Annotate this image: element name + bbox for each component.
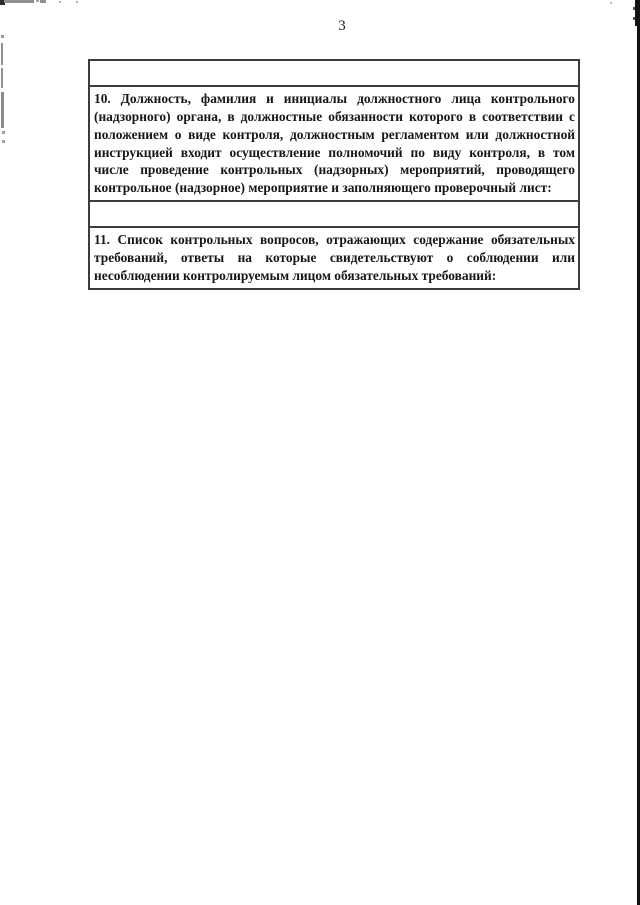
scan-mark-top-line: [4, 0, 34, 3]
text-line: положением о виде контроля, должностным регламентом или должностной: [94, 126, 575, 142]
scan-mark-left-bar: [1, 43, 3, 65]
scan-mark-dot: [76, 1, 78, 3]
scan-mark-dot: [2, 140, 5, 143]
scan-mark-dot: [633, 7, 635, 10]
scan-edge-right-line-top: [635, 0, 640, 26]
table-row-item-10: [90, 87, 578, 202]
text-line: требований, ответы на которые свидетельствуют о соблюдении или: [94, 249, 575, 265]
page-number: 3: [338, 18, 346, 34]
text-line: контрольное (надзорное) мероприятие и заполняющего проверочный лист:: [94, 180, 552, 196]
table-row-empty-top: [90, 61, 578, 87]
scan-mark-top-dash: [36, 0, 39, 2]
scan-mark-left-bar: [1, 68, 3, 88]
scan-mark-dot: [610, 2, 612, 4]
form-table: [88, 59, 580, 290]
scan-mark-dot: [1, 35, 4, 38]
text-line: инструкцией входит осуществление полномочий по виду контроля, в том: [94, 144, 575, 160]
scan-mark-dot: [633, 17, 635, 20]
text-line: 10. Должность, фамилия и инициалы должностного лица контрольного: [94, 91, 575, 106]
scan-mark-left-bar: [1, 92, 4, 128]
scan-mark-dot: [2, 131, 5, 134]
text-line: числе проведение контрольных (надзорных) мероприятий, проводящего: [94, 162, 575, 178]
text-line: (надзорного) органа, в должностные обязанности которого в соответствии с: [94, 108, 575, 124]
text-line: 11. Список контрольных вопросов, отражающих содержание обязательных: [94, 232, 575, 248]
table-row-item-11: [90, 228, 578, 288]
scan-mark-dot: [59, 1, 61, 3]
scan-mark-top-dash: [40, 0, 46, 3]
table-row-empty-middle: [90, 202, 578, 228]
text-line: несоблюдении контролируемым лицом обязательных требований:: [94, 267, 497, 283]
